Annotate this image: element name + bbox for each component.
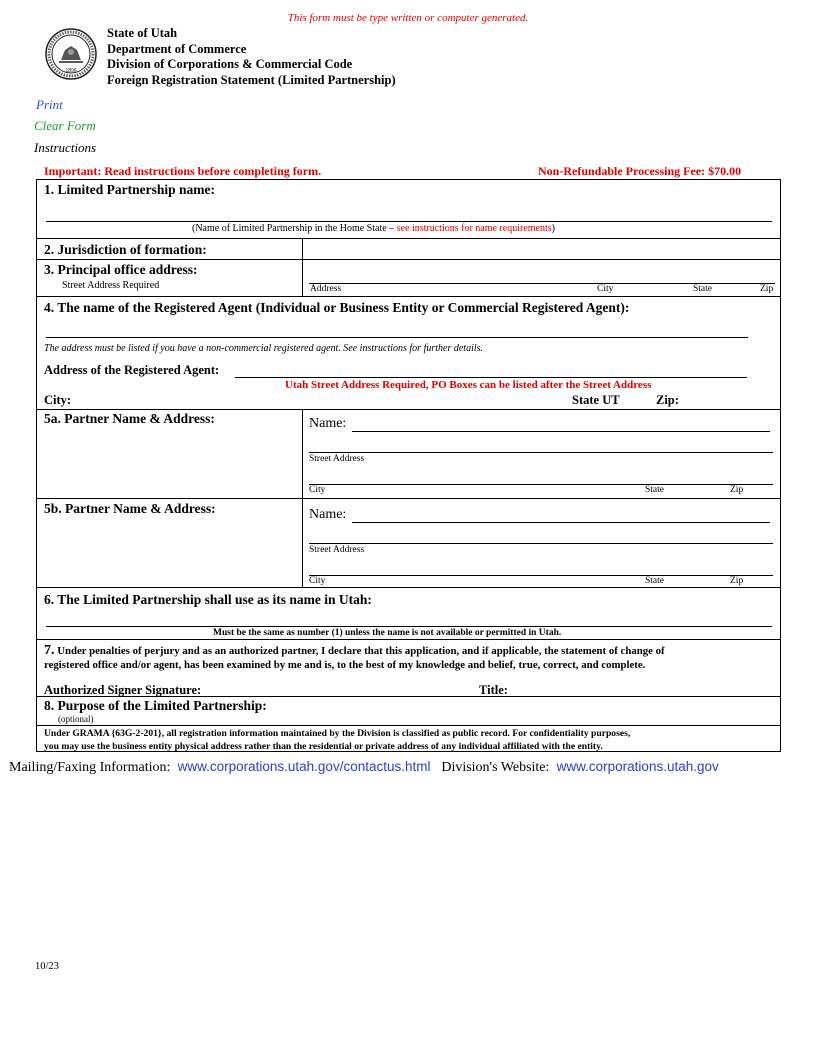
mailing-label: Mailing/Faxing Information: bbox=[9, 760, 171, 775]
s5b-name-label: Name: bbox=[309, 507, 347, 522]
name-requirements-link[interactable]: see instructions for name requirements bbox=[396, 223, 552, 234]
grama-notice bbox=[44, 728, 774, 753]
agent-address-field[interactable] bbox=[235, 377, 747, 378]
s7-text2: registered office and/or agent, has been examined by me and is, to the best of my knowledge and belief, true, correct, and complete. bbox=[44, 659, 646, 671]
s6-label: 6. The Limited Partnership shall use as its name in Utah: bbox=[44, 592, 372, 607]
agent-city-label: City: bbox=[44, 393, 72, 407]
s5a-label: 5a. Partner Name & Address: bbox=[44, 411, 215, 426]
s1-note-text: (Name of Limited Partnership in the Home State – bbox=[192, 223, 397, 234]
city-caption: City bbox=[597, 284, 614, 294]
partner-5a-city-field[interactable] bbox=[309, 484, 773, 485]
clear-form-button[interactable]: Clear Form bbox=[34, 118, 96, 133]
title-label: Title: bbox=[479, 683, 508, 697]
title-field[interactable] bbox=[515, 682, 773, 696]
s5a-state-caption: State bbox=[645, 485, 664, 495]
zip-caption: Zip bbox=[760, 284, 774, 294]
agent-state-label: State UT bbox=[572, 393, 620, 407]
s2-label: 2. Jurisdiction of formation: bbox=[44, 242, 207, 257]
s5b-street-caption: Street Address bbox=[309, 545, 365, 555]
s7-num: 7. bbox=[44, 643, 55, 658]
seal-year: 1896 bbox=[65, 68, 77, 74]
s1-label: 1. Limited Partnership name: bbox=[44, 182, 215, 197]
divider bbox=[37, 259, 780, 260]
s4-label: 4. The name of the Registered Agent (Individual or Business Entity or Commercial Registered Agent): bbox=[44, 300, 630, 315]
s8-label: 8. Purpose of the Limited Partnership: bbox=[44, 698, 267, 713]
footer-links bbox=[9, 759, 719, 776]
jurisdiction-field[interactable] bbox=[305, 240, 775, 256]
s7-text1: Under penalties of perjury and as an authorized partner, I declare that this application, and if applicable, the statement of change of bbox=[57, 645, 665, 657]
divider bbox=[37, 696, 780, 697]
form-title: Foreign Registration Statement (Limited Partnership) bbox=[107, 72, 396, 87]
s5a-city-caption: City bbox=[309, 485, 326, 495]
divider bbox=[37, 725, 780, 726]
divider bbox=[37, 498, 780, 499]
processing-fee: Non-Refundable Processing Fee: $70.00 bbox=[538, 164, 742, 178]
grama-line2: you may use the business entity physical address rather than the residential or private address of any individual affiliated with the entity. bbox=[44, 740, 603, 752]
s5a-zip-caption: Zip bbox=[730, 485, 744, 495]
divider bbox=[37, 587, 780, 588]
s7-declaration bbox=[44, 644, 774, 672]
s5b-label: 5b. Partner Name & Address: bbox=[44, 501, 216, 516]
partner-5a-street-field[interactable] bbox=[309, 452, 773, 453]
form-version: 10/23 bbox=[35, 961, 59, 972]
s5a-street-caption: Street Address bbox=[309, 454, 365, 464]
divider bbox=[37, 238, 780, 239]
important-notice: Important: Read instructions before completing form. bbox=[44, 164, 322, 178]
s4-note: The address must be listed if you have a non-commercial registered agent. See instructions for further details. bbox=[44, 343, 484, 354]
s6-note: Must be the same as number (1) unless the name is not available or permitted in Utah. bbox=[213, 628, 562, 638]
s5b-zip-caption: Zip bbox=[730, 576, 744, 586]
s5b-state-caption: State bbox=[645, 576, 664, 586]
agent-zip-label: Zip: bbox=[656, 393, 679, 407]
utah-name-field[interactable] bbox=[46, 626, 772, 627]
division-website-link[interactable]: www.corporations.utah.gov bbox=[556, 759, 719, 774]
s3-label: 3. Principal office address: bbox=[44, 262, 198, 277]
grama-line1: Under GRAMA {63G-2-201}, all registration information maintained by the Division is classified as public record. For confidentiality purposes, bbox=[44, 728, 631, 739]
state-seal-icon bbox=[45, 28, 97, 80]
address-caption: Address bbox=[310, 284, 342, 294]
instructions-link[interactable]: Instructions bbox=[34, 140, 97, 155]
utah-address-note: Utah Street Address Required, PO Boxes can be listed after the Street Address bbox=[285, 379, 652, 391]
s3-sub: Street Address Required bbox=[62, 280, 160, 291]
registration-form bbox=[36, 179, 781, 752]
print-button[interactable]: Print bbox=[36, 97, 63, 112]
signer-field[interactable] bbox=[217, 682, 467, 696]
lp-name-field[interactable] bbox=[46, 221, 772, 222]
header-department: Department of Commerce bbox=[107, 41, 247, 56]
agency-header bbox=[107, 26, 396, 88]
partner-5b-city-field[interactable] bbox=[309, 575, 773, 576]
partner-5b-name-field[interactable] bbox=[352, 522, 770, 523]
divider bbox=[37, 409, 780, 410]
divider bbox=[37, 296, 780, 297]
website-label: Division's Website: bbox=[441, 760, 550, 775]
signer-label: Authorized Signer Signature: bbox=[44, 683, 202, 697]
s5b-city-caption: City bbox=[309, 576, 326, 586]
contact-us-link[interactable]: www.corporations.utah.gov/contactus.html bbox=[177, 759, 431, 774]
purpose-field[interactable] bbox=[297, 698, 773, 722]
header-state: State of Utah bbox=[107, 26, 178, 40]
agent-address-label: Address of the Registered Agent: bbox=[44, 363, 220, 377]
divider bbox=[37, 639, 780, 640]
state-caption: State bbox=[693, 284, 712, 294]
partner-5b-street-field[interactable] bbox=[309, 543, 773, 544]
s1-note bbox=[192, 223, 555, 234]
divider bbox=[302, 238, 303, 296]
typewritten-notice: This form must be type written or computer generated. bbox=[287, 12, 529, 24]
header-division: Division of Corporations & Commercial Code bbox=[107, 57, 353, 71]
s8-optional: (optional) bbox=[58, 714, 94, 724]
agent-name-field[interactable] bbox=[46, 337, 748, 338]
s1-note-close: ) bbox=[551, 223, 555, 234]
s5a-name-label: Name: bbox=[309, 416, 347, 431]
partner-5a-name-field[interactable] bbox=[352, 431, 770, 432]
